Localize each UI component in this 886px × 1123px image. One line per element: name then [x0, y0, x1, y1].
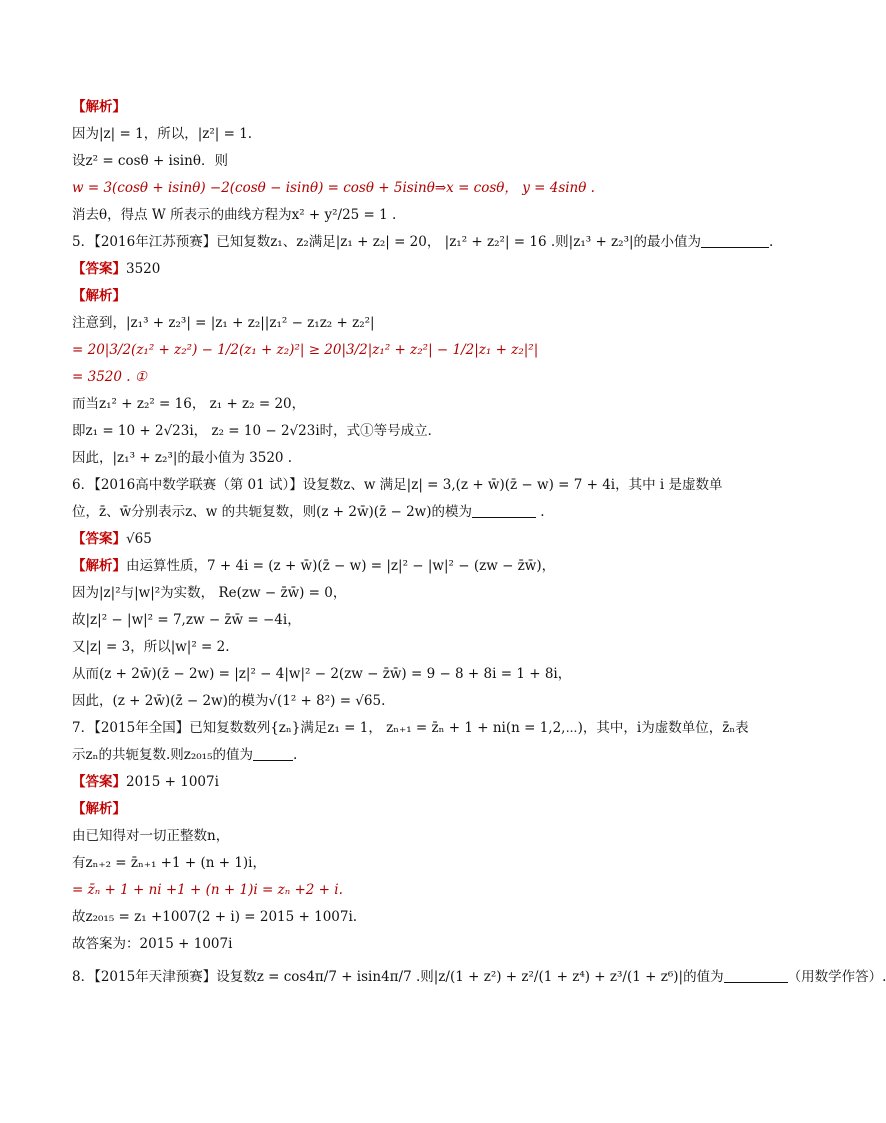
- question-6-cont: 位，z̄、w̄分别表示z、w 的共轭复数，则(z + 2w̄)(z̄ − 2w)的模为 .: [72, 504, 545, 520]
- solution-label: 【解析】: [72, 558, 126, 574]
- question-7: 7．【2015年全国】已知复数数列{zₙ}满足z₁ = 1， zₙ₊₁ = z̄ₙ + 1 + ni(n = 1,2,⋯)，其中，i为虚数单位，z̄ₙ表: [72, 720, 749, 736]
- solution-text: 由运算性质，7 + 4i = (z + w̄)(z̄ − w) = |z|² − |w|² − (zw − z̄w̄)，: [126, 558, 556, 574]
- text-line: 有zₙ₊₂ = z̄ₙ₊₁ +1 + (n + 1)i，: [72, 855, 266, 871]
- text-line: 设z² = cosθ + isinθ．则: [72, 153, 228, 169]
- text-line: 而当z₁² + z₂² = 16， z₁ + z₂ = 20，: [72, 396, 306, 412]
- answer-blank: [724, 968, 788, 983]
- answer-line: [72, 526, 722, 553]
- answer-label: 【答案】: [72, 261, 126, 277]
- solution-label: 【解析】: [72, 288, 126, 304]
- question-text: 8．【2015年天津预赛】设复数z = cos4π/7 + isin4π/7 .则|z/(1 + z²) + z²/(1 + z⁴) + z³/(1 + z⁶)|的值为: [72, 969, 724, 985]
- text-line: 从而(z + 2w̄)(z̄ − 2w) = |z|² − 4|w|² − 2(zw − z̄w̄) = 9 − 8 + 8i = 1 + 8i，: [72, 666, 572, 682]
- answer-blank: [472, 503, 536, 518]
- question-text: 位，z̄、w̄分别表示z、w 的共轭复数，则(z + 2w̄)(z̄ − 2w)的模为: [72, 504, 472, 520]
- question-8: [72, 964, 886, 991]
- text-line: 因为|z| = 1，所以，|z²| = 1.: [72, 126, 253, 142]
- text-line: 故z₂₀₁₅ = z₁ +1007(2 + i) = 2015 + 1007i.: [72, 909, 358, 925]
- text-line: 故|z|² − |w|² = 7,zw − z̄w̄ = −4i，: [72, 612, 301, 628]
- text-line: 故答案为：2015 + 1007i: [72, 936, 233, 952]
- question-7-cont: 示zₙ的共轭复数.则z₂₀₁₅的值为 .: [72, 747, 298, 763]
- answer-label: 【答案】: [72, 774, 126, 790]
- question-text: 示zₙ的共轭复数.则z₂₀₁₅的值为: [72, 747, 254, 763]
- solution-label: 【解析】: [72, 99, 126, 115]
- math-line: w = 3(cosθ + isinθ) −2(cosθ − isinθ) = cosθ + 5isinθ⇒x = cosθ， y = 4sinθ .: [72, 180, 595, 196]
- answer-line: [72, 256, 722, 283]
- math-line: = z̄̄ₙ + 1 + ni +1 + (n + 1)i = zₙ +2 + i.: [72, 882, 343, 898]
- question-text: 5．【2016年江苏预赛】已知复数z₁、z₂满足|z₁ + z₂| = 20， |z₁² + z₂²| = 16 .则|z₁³ + z₂³|的最小值为: [72, 234, 702, 250]
- answer-blank: [253, 746, 293, 761]
- math-line: = 3520 . ①: [72, 369, 147, 385]
- text-line: 又|z| = 3，所以|w|² = 2.: [72, 639, 230, 655]
- document-body: [72, 94, 886, 991]
- math-line: = 20|3/2(z₁² + z₂²) − 1/2(z₁ + z₂)²| ≥ 20|3/2|z₁² + z₂²| − 1/2|z₁ + z₂|²|: [72, 342, 539, 358]
- solution-line: [72, 553, 722, 580]
- text-line: 即z₁ = 10 + 2√23i， z₂ = 10 − 2√23i时，式①等号成立．: [72, 423, 442, 439]
- text-line: 注意到，|z₁³ + z₂³| = |z₁ + z₂||z₁² − z₁z₂ + z₂²|: [72, 315, 375, 331]
- question-5: 5．【2016年江苏预赛】已知复数z₁、z₂满足|z₁ + z₂| = 20， |z₁² + z₂²| = 16 .则|z₁³ + z₂³|的最小值为 .: [72, 234, 774, 250]
- text-line: 消去θ，得点 W 所表示的曲线方程为x² + y²/25 = 1 .: [72, 207, 397, 223]
- answer-value: 3520: [126, 261, 161, 277]
- solution-label: 【解析】: [72, 801, 126, 817]
- text-line: 因此，(z + 2w̄)(z̄ − 2w)的模为√(1² + 8²) = √65.: [72, 693, 386, 709]
- text-line: 因为|z|²与|w|²为实数， Re(zw − z̄w̄) = 0，: [72, 585, 347, 601]
- answer-label: 【答案】: [72, 531, 126, 547]
- answer-blank: [701, 233, 769, 248]
- answer-line: [72, 769, 722, 796]
- answer-value: 2015 + 1007i: [126, 774, 219, 790]
- answer-value: √65: [126, 531, 152, 547]
- question-tail: （用数学作答）.: [787, 969, 886, 985]
- text-line: 由已知得对一切正整数n，: [72, 828, 230, 844]
- text-line: 因此，|z₁³ + z₂³|的最小值为 3520 .: [72, 450, 293, 466]
- question-6: 6．【2016高中数学联赛（第 01 试）】设复数z、w 满足|z| = 3,(z + w̄)(z̄ − w) = 7 + 4i，其中 i 是虚数单: [72, 477, 723, 493]
